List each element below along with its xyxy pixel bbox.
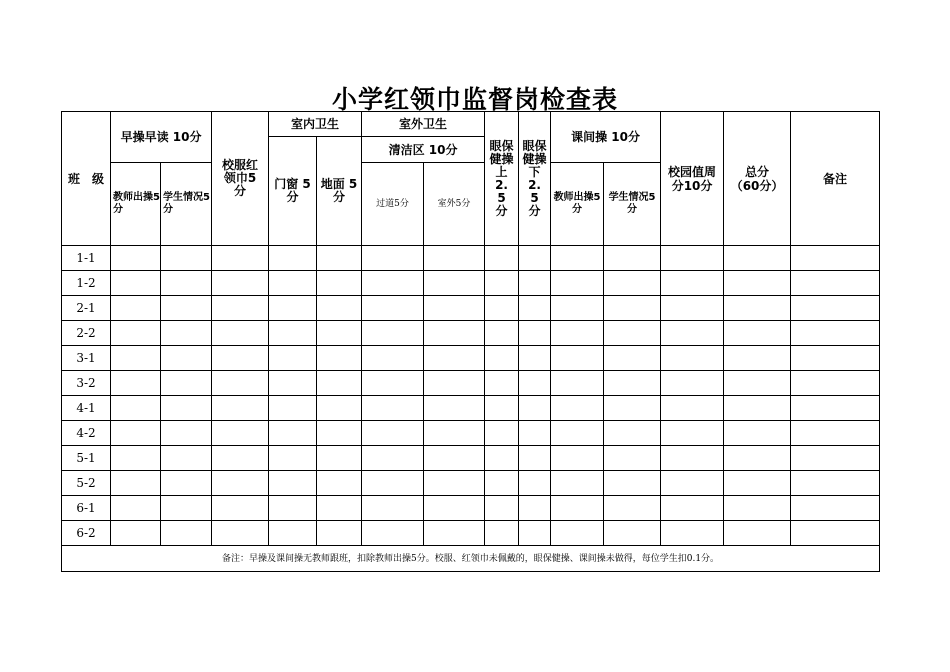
header-remarks: 备注 (791, 112, 880, 246)
score-cell[interactable] (424, 321, 485, 346)
score-cell[interactable] (551, 396, 604, 421)
header-indoor-hygiene: 室内卫生 (269, 112, 362, 137)
score-cell[interactable] (362, 471, 424, 496)
score-cell[interactable] (111, 296, 161, 321)
score-cell[interactable] (362, 296, 424, 321)
score-cell[interactable] (604, 446, 661, 471)
row-class-label: 1-2 (62, 271, 111, 296)
score-cell[interactable] (724, 371, 791, 396)
score-cell[interactable] (362, 496, 424, 521)
score-cell[interactable] (161, 246, 212, 271)
score-cell[interactable] (551, 371, 604, 396)
score-cell[interactable] (485, 296, 519, 321)
score-cell[interactable] (362, 521, 424, 546)
score-cell[interactable] (161, 446, 212, 471)
table-row (62, 396, 880, 421)
score-cell[interactable] (269, 271, 317, 296)
score-cell[interactable] (269, 246, 317, 271)
score-cell[interactable] (791, 446, 880, 471)
score-cell[interactable] (724, 446, 791, 471)
table-row (62, 246, 880, 271)
score-cell[interactable] (424, 271, 485, 296)
header-clean-area: 清洁区 10分 (362, 137, 485, 163)
row-class-label: 3-1 (62, 346, 111, 371)
score-cell[interactable] (269, 396, 317, 421)
score-cell[interactable] (485, 471, 519, 496)
score-cell[interactable] (661, 396, 724, 421)
score-cell[interactable] (519, 496, 551, 521)
header-student-status-2: 学生情况5分 (604, 163, 661, 246)
header-teacher-presence-2: 教师出操5分 (551, 163, 604, 246)
score-cell[interactable] (519, 371, 551, 396)
score-cell[interactable] (161, 271, 212, 296)
score-cell[interactable] (111, 321, 161, 346)
score-cell[interactable] (604, 371, 661, 396)
score-cell[interactable] (604, 346, 661, 371)
score-cell[interactable] (724, 271, 791, 296)
score-cell[interactable] (661, 446, 724, 471)
score-cell[interactable] (519, 296, 551, 321)
score-cell[interactable] (111, 396, 161, 421)
score-cell[interactable] (551, 446, 604, 471)
score-cell[interactable] (111, 421, 161, 446)
score-cell[interactable] (269, 346, 317, 371)
score-cell[interactable] (661, 521, 724, 546)
row-class-label: 5-2 (62, 471, 111, 496)
score-cell[interactable] (317, 521, 362, 546)
score-cell[interactable] (519, 346, 551, 371)
score-cell[interactable] (317, 246, 362, 271)
score-cell[interactable] (519, 521, 551, 546)
score-cell[interactable] (269, 446, 317, 471)
score-cell[interactable] (269, 296, 317, 321)
score-cell[interactable] (362, 396, 424, 421)
score-cell[interactable] (551, 496, 604, 521)
score-cell[interactable] (111, 446, 161, 471)
score-cell[interactable] (111, 471, 161, 496)
header-floor: 地面 5 分 (317, 137, 362, 246)
score-cell[interactable] (485, 346, 519, 371)
score-cell[interactable] (161, 521, 212, 546)
header-morning-exercise: 早操早读 10分 (111, 112, 212, 163)
score-cell[interactable] (551, 346, 604, 371)
score-cell[interactable] (724, 321, 791, 346)
score-cell[interactable] (212, 521, 269, 546)
score-cell[interactable] (161, 396, 212, 421)
score-cell[interactable] (519, 396, 551, 421)
score-cell[interactable] (424, 421, 485, 446)
score-cell[interactable] (212, 496, 269, 521)
score-cell[interactable] (724, 396, 791, 421)
score-cell[interactable] (791, 496, 880, 521)
score-cell[interactable] (424, 296, 485, 321)
score-cell[interactable] (161, 421, 212, 446)
score-cell[interactable] (661, 321, 724, 346)
table-row (62, 446, 880, 471)
score-cell[interactable] (362, 421, 424, 446)
inspection-table (61, 111, 880, 572)
score-cell[interactable] (362, 446, 424, 471)
score-cell[interactable] (212, 396, 269, 421)
header-uniform-scarf: 校服红领巾5分 (212, 112, 269, 246)
score-cell[interactable] (317, 421, 362, 446)
score-cell[interactable] (424, 396, 485, 421)
score-cell[interactable] (519, 271, 551, 296)
score-cell[interactable] (424, 371, 485, 396)
score-cell[interactable] (317, 496, 362, 521)
footnote: 备注：早操及课间操无教师跟班，扣除教师出操5分。校服、红领巾未佩戴的，眼保健操、课间操未做得，每位学生扣0.1分。 (62, 546, 880, 572)
header-campus-duty: 校园值周分10分 (661, 112, 724, 246)
score-cell[interactable] (111, 246, 161, 271)
score-cell[interactable] (362, 371, 424, 396)
score-cell[interactable] (424, 496, 485, 521)
score-cell[interactable] (604, 496, 661, 521)
score-cell[interactable] (212, 446, 269, 471)
header-outdoor: 室外5分 (424, 163, 485, 246)
score-cell[interactable] (161, 471, 212, 496)
score-cell[interactable] (269, 321, 317, 346)
row-class-label: 3-2 (62, 371, 111, 396)
page-title: 小学红领巾监督岗检查表 (331, 85, 618, 114)
score-cell[interactable] (111, 496, 161, 521)
score-cell[interactable] (791, 396, 880, 421)
table-row (62, 346, 880, 371)
score-cell[interactable] (317, 271, 362, 296)
score-cell[interactable] (791, 271, 880, 296)
header-doors-windows: 门窗 5 分 (269, 137, 317, 246)
score-cell[interactable] (485, 496, 519, 521)
score-cell[interactable] (551, 246, 604, 271)
score-cell[interactable] (485, 246, 519, 271)
score-cell[interactable] (485, 446, 519, 471)
header-eye-exercise-pm: 眼保健操 下2.5分 (519, 112, 551, 246)
score-cell[interactable] (317, 446, 362, 471)
score-cell[interactable] (791, 346, 880, 371)
score-cell[interactable] (551, 296, 604, 321)
score-cell[interactable] (551, 521, 604, 546)
score-cell[interactable] (161, 346, 212, 371)
score-cell[interactable] (661, 296, 724, 321)
row-class-label: 2-2 (62, 321, 111, 346)
score-cell[interactable] (161, 371, 212, 396)
score-cell[interactable] (424, 346, 485, 371)
score-cell[interactable] (661, 371, 724, 396)
table-row (62, 321, 880, 346)
table-row (62, 271, 880, 296)
score-cell[interactable] (212, 421, 269, 446)
header-corridor: 过道5分 (362, 163, 424, 246)
row-class-label: 2-1 (62, 296, 111, 321)
row-class-label: 6-2 (62, 521, 111, 546)
score-cell[interactable] (791, 321, 880, 346)
score-cell[interactable] (661, 471, 724, 496)
score-cell[interactable] (485, 321, 519, 346)
score-cell[interactable] (485, 521, 519, 546)
score-cell[interactable] (362, 321, 424, 346)
score-cell[interactable] (604, 521, 661, 546)
row-class-label: 4-1 (62, 396, 111, 421)
score-cell[interactable] (661, 246, 724, 271)
score-cell[interactable] (212, 246, 269, 271)
score-cell[interactable] (791, 421, 880, 446)
score-cell[interactable] (485, 421, 519, 446)
score-cell[interactable] (269, 421, 317, 446)
score-cell[interactable] (269, 496, 317, 521)
score-cell[interactable] (519, 246, 551, 271)
table-row (62, 296, 880, 321)
score-cell[interactable] (724, 346, 791, 371)
score-cell[interactable] (661, 421, 724, 446)
score-cell[interactable] (111, 271, 161, 296)
row-class-label: 6-1 (62, 496, 111, 521)
header-class: 班 级 (62, 112, 111, 246)
score-cell[interactable] (111, 346, 161, 371)
score-cell[interactable] (111, 371, 161, 396)
score-cell[interactable] (724, 421, 791, 446)
table-row (62, 521, 880, 546)
score-cell[interactable] (604, 271, 661, 296)
score-cell[interactable] (212, 296, 269, 321)
score-cell[interactable] (519, 471, 551, 496)
score-cell[interactable] (424, 521, 485, 546)
score-cell[interactable] (724, 246, 791, 271)
score-cell[interactable] (724, 296, 791, 321)
score-cell[interactable] (362, 271, 424, 296)
score-cell[interactable] (424, 446, 485, 471)
score-cell[interactable] (212, 271, 269, 296)
score-cell[interactable] (317, 396, 362, 421)
score-cell[interactable] (212, 321, 269, 346)
score-cell[interactable] (604, 246, 661, 271)
score-cell[interactable] (519, 421, 551, 446)
score-cell[interactable] (269, 471, 317, 496)
score-cell[interactable] (317, 371, 362, 396)
score-cell[interactable] (485, 396, 519, 421)
score-cell[interactable] (317, 346, 362, 371)
score-cell[interactable] (519, 321, 551, 346)
score-cell[interactable] (161, 496, 212, 521)
score-cell[interactable] (604, 396, 661, 421)
row-class-label: 5-1 (62, 446, 111, 471)
table-row (62, 371, 880, 396)
score-cell[interactable] (269, 371, 317, 396)
score-cell[interactable] (791, 521, 880, 546)
score-cell[interactable] (424, 471, 485, 496)
score-cell[interactable] (724, 521, 791, 546)
score-cell[interactable] (317, 296, 362, 321)
score-cell[interactable] (111, 521, 161, 546)
table-row (62, 421, 880, 446)
score-cell[interactable] (317, 471, 362, 496)
score-cell[interactable] (212, 346, 269, 371)
score-cell[interactable] (661, 496, 724, 521)
score-cell[interactable] (269, 521, 317, 546)
score-cell[interactable] (551, 471, 604, 496)
score-cell[interactable] (317, 321, 362, 346)
score-cell[interactable] (212, 371, 269, 396)
header-student-status: 学生情况5分 (161, 163, 212, 246)
score-cell[interactable] (212, 471, 269, 496)
score-cell[interactable] (424, 246, 485, 271)
score-cell[interactable] (724, 496, 791, 521)
score-cell[interactable] (604, 296, 661, 321)
header-teacher-presence: 教师出操5分 (111, 163, 161, 246)
score-cell[interactable] (791, 246, 880, 271)
score-cell[interactable] (791, 296, 880, 321)
score-cell[interactable] (661, 346, 724, 371)
header-break-exercise: 课间操 10分 (551, 112, 661, 163)
score-cell[interactable] (604, 421, 661, 446)
score-cell[interactable] (551, 321, 604, 346)
score-cell[interactable] (604, 471, 661, 496)
score-cell[interactable] (485, 271, 519, 296)
score-cell[interactable] (362, 346, 424, 371)
score-cell[interactable] (791, 371, 880, 396)
row-class-label: 4-2 (62, 421, 111, 446)
score-cell[interactable] (551, 271, 604, 296)
score-cell[interactable] (519, 446, 551, 471)
table-row (62, 471, 880, 496)
score-cell[interactable] (661, 271, 724, 296)
score-cell[interactable] (604, 321, 661, 346)
header-total: 总分 （60分） (724, 112, 791, 246)
score-cell[interactable] (161, 296, 212, 321)
score-cell[interactable] (362, 246, 424, 271)
score-cell[interactable] (485, 371, 519, 396)
table-row (62, 496, 880, 521)
header-outdoor-hygiene: 室外卫生 (362, 112, 485, 137)
row-class-label: 1-1 (62, 246, 111, 271)
score-cell[interactable] (724, 471, 791, 496)
score-cell[interactable] (791, 471, 880, 496)
score-cell[interactable] (551, 421, 604, 446)
score-cell[interactable] (161, 321, 212, 346)
header-eye-exercise-am: 眼保健操 上2.5分 (485, 112, 519, 246)
